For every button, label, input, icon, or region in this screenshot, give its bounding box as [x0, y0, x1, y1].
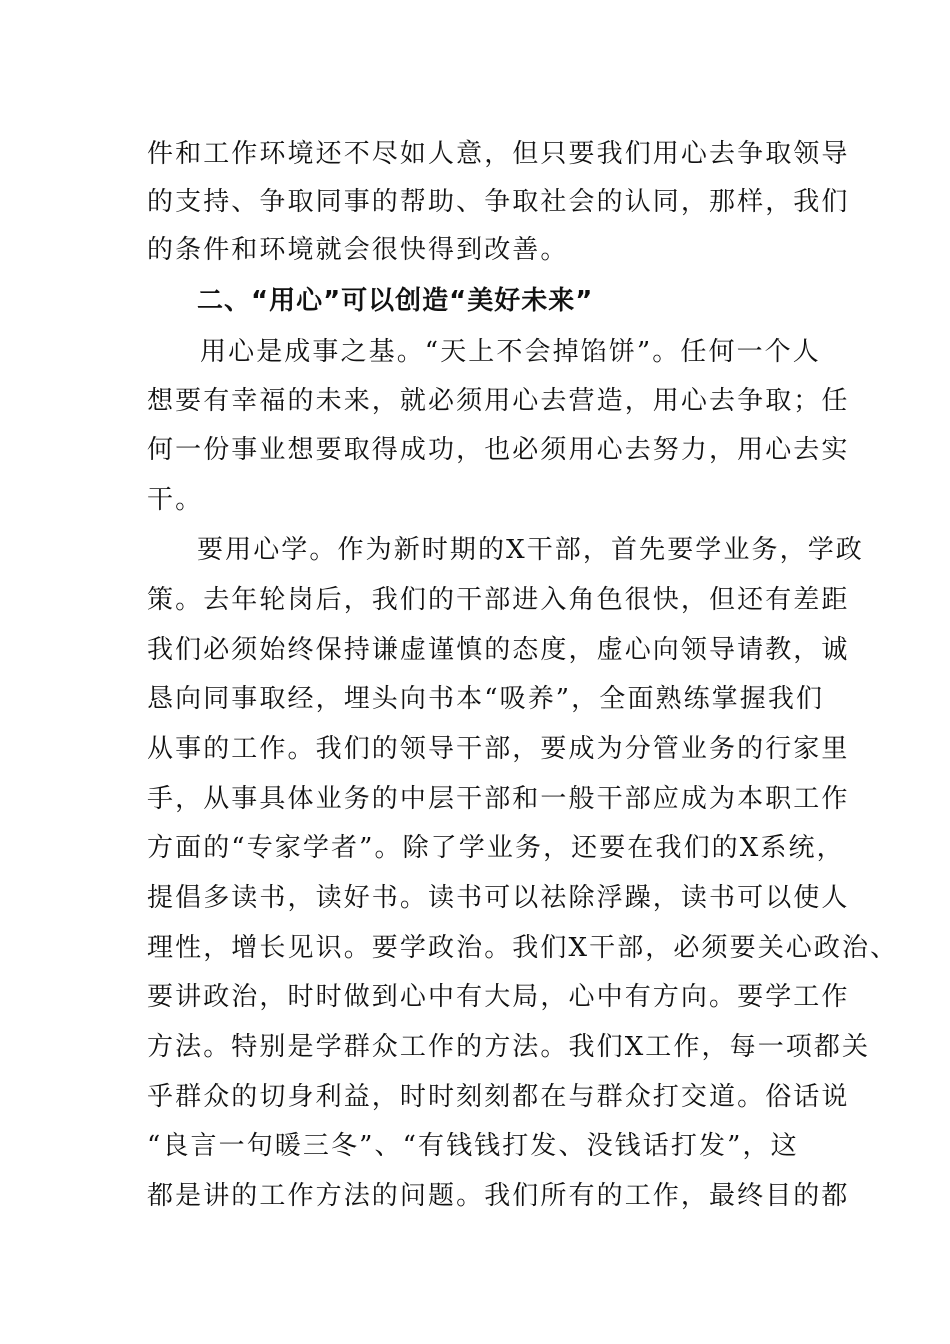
- text-line: 方面的“专家学者”。除了学业务，还要在我们的X系统，: [147, 833, 845, 863]
- text-line: 从事的工作。我们的领导干部，要成为分管业务的行家里: [147, 734, 850, 764]
- text-line: 要用心学。作为新时期的X干部，首先要学业务，学政: [197, 535, 864, 565]
- text-line: 想要有幸福的未来，就必须用心去营造，用心去争取；任: [147, 386, 850, 416]
- text-line: 件和工作环境还不尽如人意，但只要我们用心去争取领导: [147, 139, 850, 169]
- text-line: 的支持、争取同事的帮助、争取社会的认同，那样，我们: [147, 187, 850, 217]
- text-line: 何一份事业想要取得成功，也必须用心去努力，用心去实: [147, 435, 850, 465]
- text-line: 要讲政治，时时做到心中有大局，心中有方向。要学工作: [147, 982, 850, 1012]
- text-line: 策。去年轮岗后，我们的干部进入角色很快，但还有差距: [147, 585, 850, 615]
- text-line: 我们必须始终保持谦虚谨慎的态度，虚心向领导请教，诚: [147, 635, 850, 665]
- section-heading: 二、“用心”可以创造“美好未来”: [197, 286, 594, 316]
- text-line: “良言一句暖三冬”、“有钱钱打发、没钱话打发”，这: [147, 1131, 799, 1161]
- text-line: 提倡多读书，读好书。读书可以祛除浮躁，读书可以使人: [147, 883, 850, 913]
- text-line: 恳向同事取经，埋头向书本“吸养”，全面熟练掌握我们: [147, 684, 825, 714]
- text-line: 用心是成事之基。“天上不会掉馅饼”。任何一个人: [200, 337, 821, 367]
- text-line: 方法。特别是学群众工作的方法。我们X工作，每一项都关: [147, 1032, 871, 1062]
- text-line: 乎群众的切身利益，时时刻刻都在与群众打交道。俗话说: [147, 1082, 850, 1112]
- text-line: 的条件和环境就会很快得到改善。: [147, 235, 569, 265]
- text-line: 都是讲的工作方法的问题。我们所有的工作，最终目的都: [147, 1181, 850, 1211]
- text-line: 手，从事具体业务的中层干部和一般干部应成为本职工作: [147, 784, 850, 814]
- text-line: 理性，增长见识。要学政治。我们X干部，必须要关心政治、: [147, 933, 899, 963]
- text-line: 干。: [147, 485, 204, 515]
